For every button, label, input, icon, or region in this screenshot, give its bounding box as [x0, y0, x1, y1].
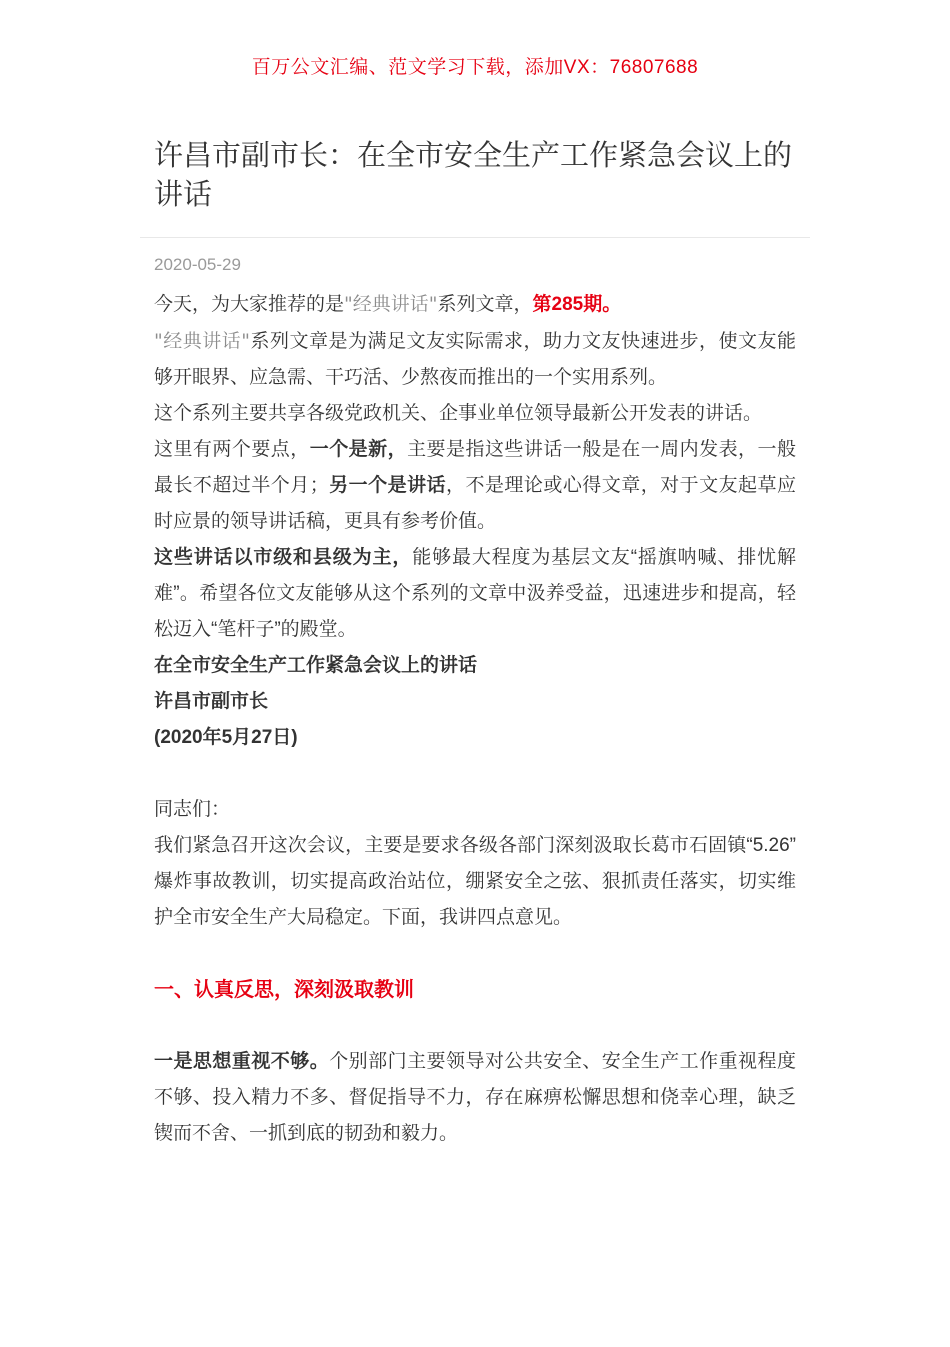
- text-run: 系列文章，: [437, 294, 533, 316]
- text-run: "经典讲话": [154, 330, 250, 353]
- text-run: 第285期。: [532, 294, 622, 316]
- speech-title: 在全市安全生产工作紧急会议上的讲话: [154, 655, 478, 677]
- speech-date: (2020年5月27日): [154, 727, 298, 749]
- text-run: 这个系列主要共享各级党政机关、企事业单位领导最新公开发表的讲话。: [154, 403, 763, 425]
- opening-paragraph: 我们紧急召开这次会议，主要是要求各级各部门深刻汲取长葛市石固镇“5.26”爆炸事故教训，切实提高政治站位，绷紧安全之弦、狠抓责任落实，切实维护全市安全生产大局稳定。下面，我讲四点意见。: [154, 835, 796, 929]
- text-run: 今天，为大家推荐的是: [154, 294, 345, 316]
- intro-paragraph: [154, 323, 796, 396]
- intro-paragraph: [154, 286, 796, 323]
- publish-date: 2020-05-29: [154, 255, 241, 275]
- text-run: 个别部门主要领导对公共安全、安全生产工作重视程度不够、投入精力不多、督促指导不力，存在麻痹松懈思想和侥幸心理，缺乏锲而不舍、一抓到底的韧劲和毅力。: [154, 1051, 796, 1145]
- text-run: 能够最大程度为基层文友“摇旗呐喊、排忧解难”。希望各位文友能够从这个系列的文章中汲养受益，迅速进步和提高，轻松迈入“笔杆子”的殿堂。: [154, 547, 796, 641]
- article-body: [154, 286, 796, 936]
- intro-paragraph: [154, 432, 796, 540]
- text-run: 系列文章是为满足文友实际需求，助力文友快速进步，使文友能够开眼界、应急需、干巧活、少熬夜而推出的一个实用系列。: [154, 331, 796, 389]
- title-divider: [140, 237, 810, 238]
- promo-banner-text: 百万公文汇编、范文学习下载，添加VX：76807688: [251, 57, 699, 78]
- speech-author: 许昌市副市长: [154, 691, 269, 713]
- intro-paragraph: [154, 396, 796, 432]
- text-run: 主要是指这些讲话一般是在一周内发表，一般最长不超过半个月；: [154, 439, 796, 497]
- intro-paragraph: [154, 540, 796, 648]
- text-run: 一是思想重视不够。: [154, 1051, 330, 1073]
- salutation: 同志们：: [154, 799, 231, 821]
- text-run: 这里有两个要点，: [154, 439, 310, 461]
- section-1-body: [154, 1044, 796, 1152]
- document-page: [140, 0, 810, 1347]
- section-heading-1: 一、认真反思，深刻汲取教训: [154, 979, 414, 1002]
- text-run: 这些讲话以市级和县级为主，: [154, 547, 413, 569]
- text-run: 另一个是讲话: [328, 475, 447, 497]
- text-run: 一个是新，: [309, 439, 408, 461]
- section-paragraph: [154, 1044, 796, 1152]
- text-run: ，不是理论或心得文章，对于文友起草应时应景的领导讲话稿，更具有参考价值。: [154, 475, 796, 533]
- text-run: "经典讲话": [344, 293, 438, 316]
- page-title: 许昌市副市长：在全市安全生产工作紧急会议上的讲话: [154, 140, 793, 212]
